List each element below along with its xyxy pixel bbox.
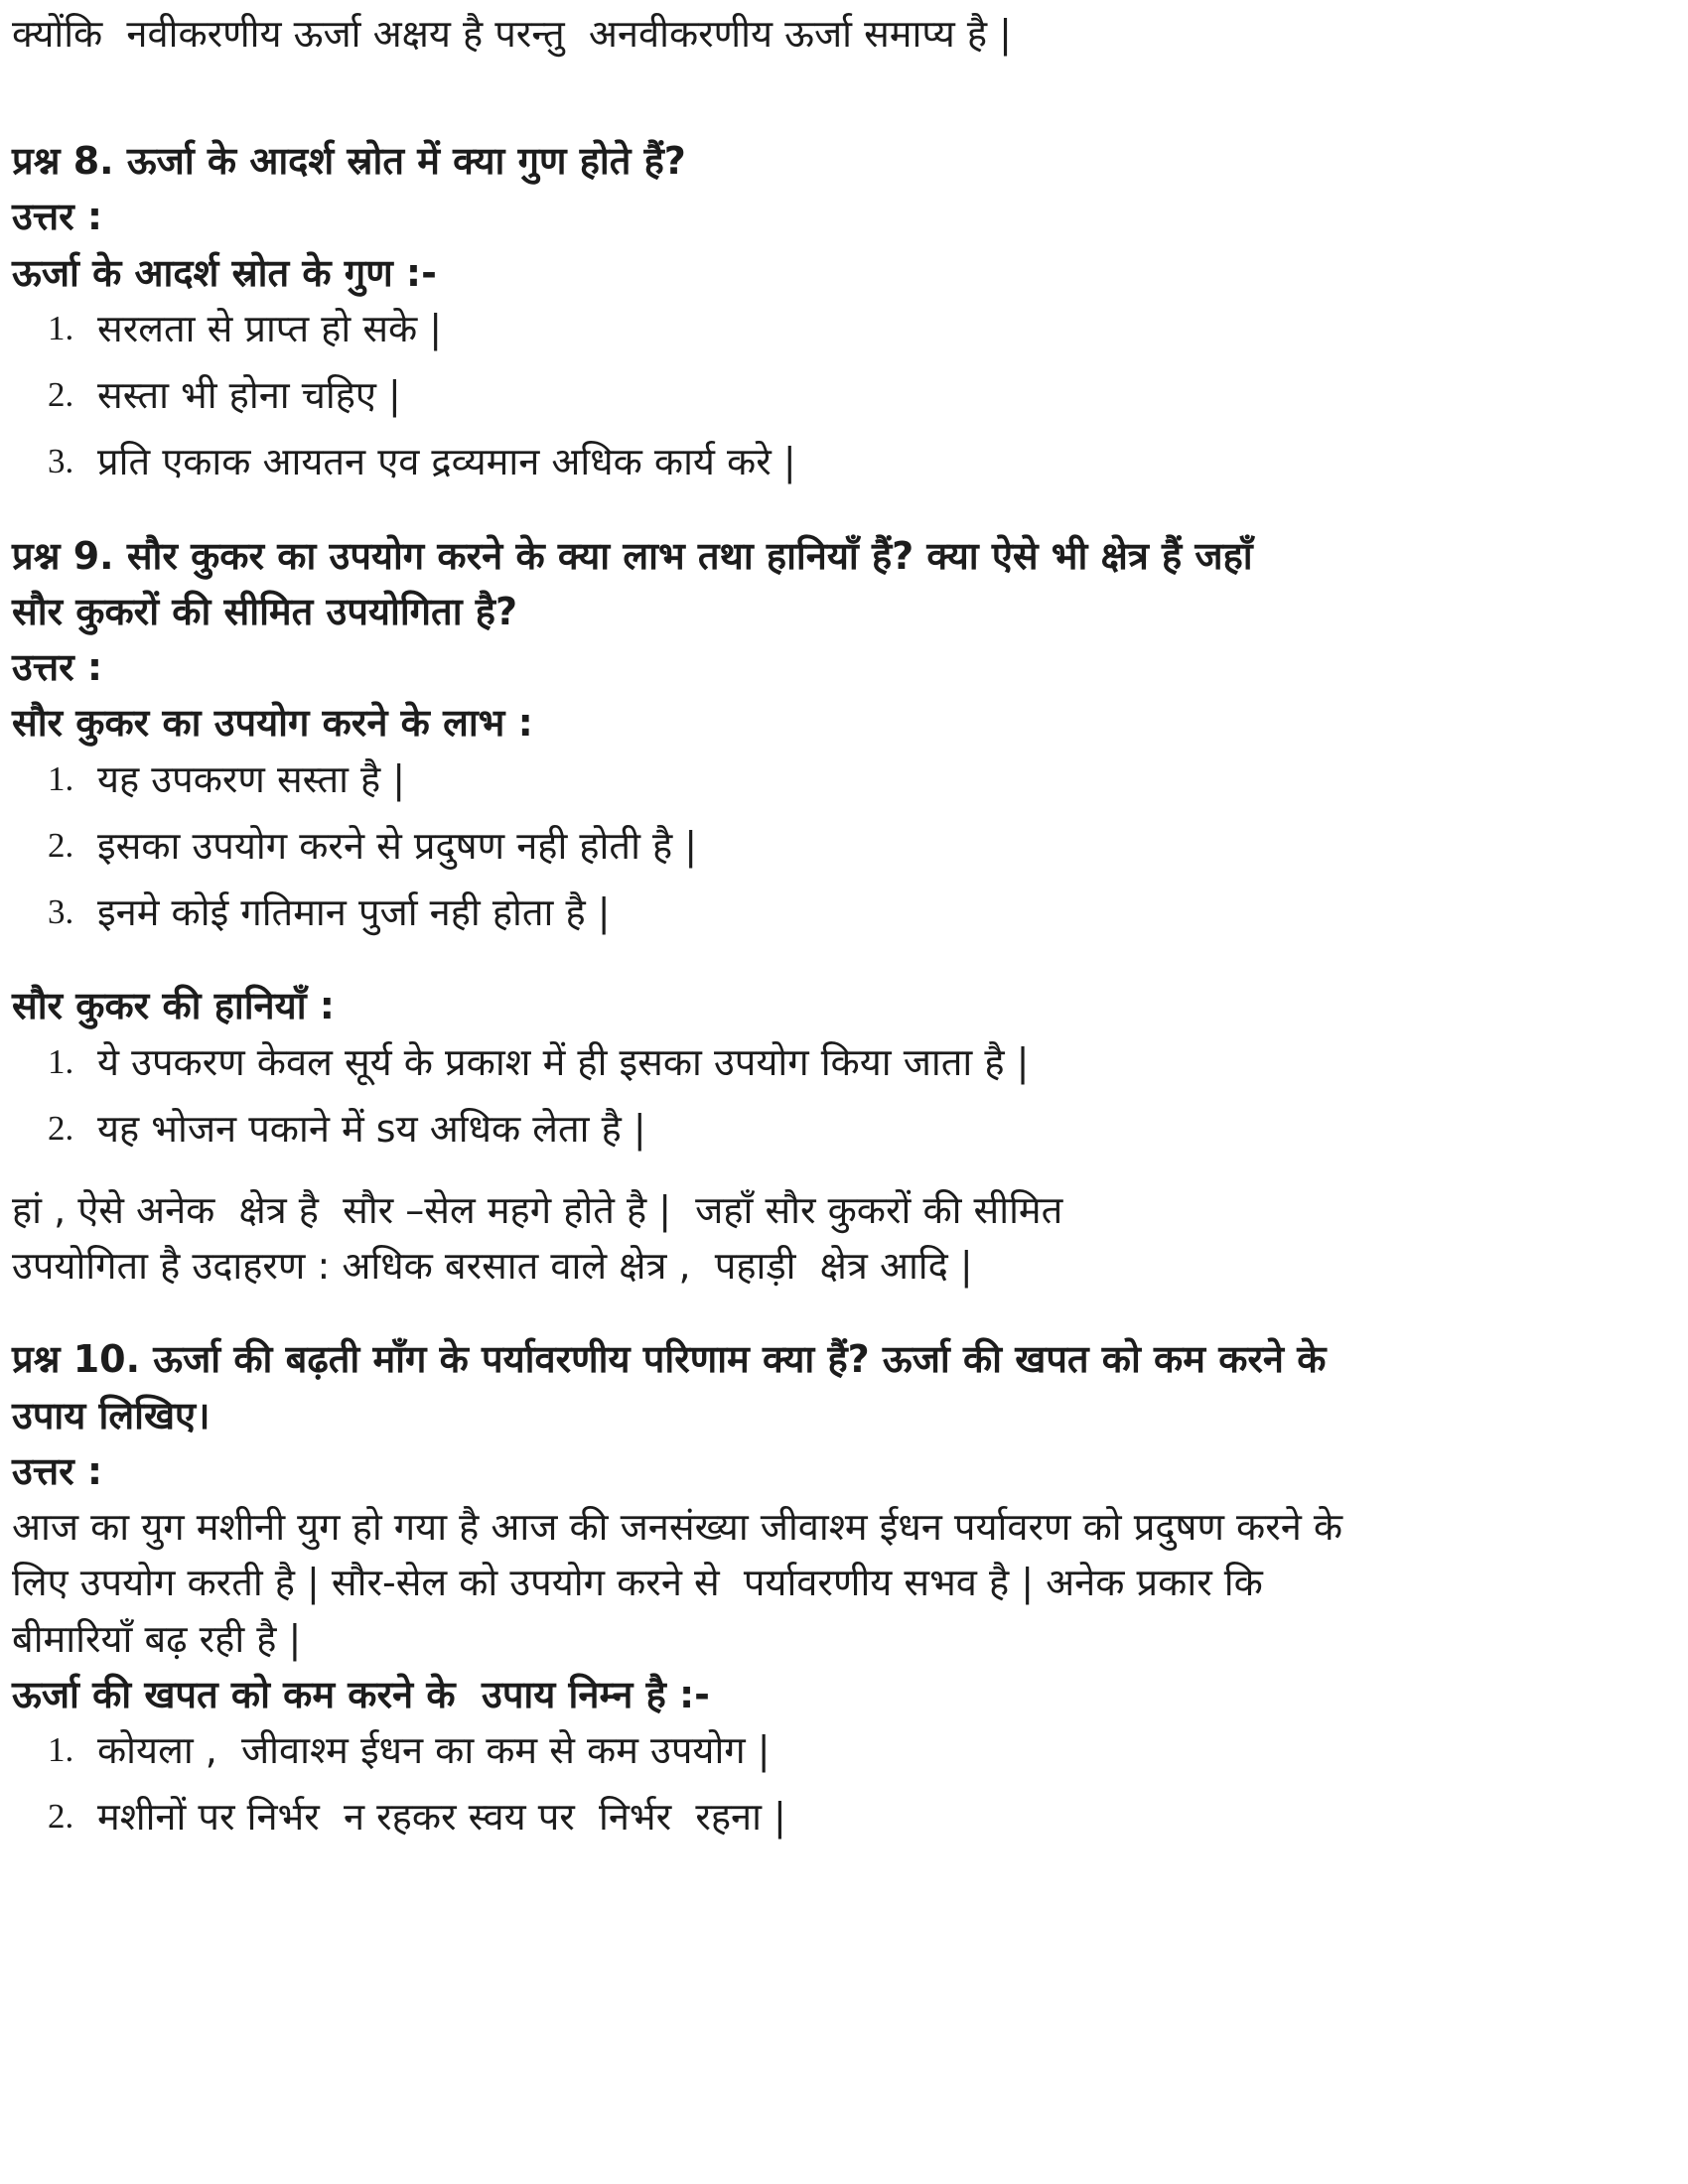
list-item bbox=[48, 367, 1668, 423]
list-text: यह उपकरण सस्ता है | bbox=[97, 756, 406, 801]
question-8-heading: प्रश्न 8. ऊर्जा के आदर्श स्रोत में क्या गुण होते हैं? bbox=[12, 139, 686, 184]
list-marker: 2. bbox=[48, 1108, 74, 1148]
list-marker: 3. bbox=[48, 442, 74, 481]
q9-answer-label: उत्तर : bbox=[12, 645, 103, 690]
list-marker: 3. bbox=[48, 892, 74, 932]
q9-note-paragraph: हां , ऐसे अनेक क्षेत्र है सौर –सेल महगे होते है | जहाँ सौर कुकरों की सीमित उपयोगिता है उदाहरण : अधिक बरसात वाले क्षेत्र , पहाड़ी क्षेत्र आदि | bbox=[12, 1187, 1075, 1289]
list-item bbox=[48, 1034, 1668, 1090]
intro-paragraph: क्योंकि नवीकरणीय ऊर्जा अक्षय है परन्तु अनवीकरणीय ऊर्जा समाप्य है | bbox=[12, 12, 1012, 56]
list-text: इनमे कोई गतिमान पुर्जा नही होता है | bbox=[97, 890, 611, 935]
list-item bbox=[48, 301, 1668, 356]
list-text: सस्ता भी होना चहिए | bbox=[97, 373, 401, 418]
list-item bbox=[48, 818, 1668, 874]
q10-answer-paragraph: आज का युग मशीनी युग हो गया है आज की जनसंख्या जीवाश्म ईधन पर्यावरण को प्रदुषण करने के लिए उपयोग करती है | सौर-सेल को उपयोग करने से पर्यावरणीय सभव है | अनेक प्रकार कि बीमारियाँ बढ़ रही है | bbox=[12, 1505, 1355, 1661]
list-marker: 2. bbox=[48, 375, 74, 415]
list-item bbox=[48, 1101, 1668, 1157]
q9-drawbacks-heading: सौर कुकर की हानियाँ : bbox=[12, 984, 335, 1028]
list-marker: 1. bbox=[48, 1041, 74, 1081]
list-text: मशीनों पर निर्भर न रहकर स्वय पर निर्भर रहना | bbox=[97, 1795, 786, 1840]
list-item bbox=[48, 751, 1668, 807]
list-text: यह भोजन पकाने में sय अधिक लेता है | bbox=[97, 1106, 646, 1151]
q9-drawbacks-list bbox=[12, 1034, 1668, 1157]
q9-benefits-heading: सौर कुकर का उपयोग करने के लाभ : bbox=[12, 701, 533, 746]
list-text: कोयला , जीवाश्म ईधन का कम से कम उपयोग | bbox=[97, 1728, 771, 1773]
q8-points-list bbox=[12, 301, 1668, 490]
q10-measures-heading: ऊर्जा की खपत को कम करने के उपाय निम्न है :- bbox=[12, 1672, 710, 1716]
q10-measures-list bbox=[12, 1722, 1668, 1844]
list-text: ये उपकरण केवल सूर्य के प्रकाश में ही इसका उपयोग किया जाता है | bbox=[97, 1039, 1030, 1084]
list-item bbox=[48, 1722, 1668, 1778]
list-text: सरलता से प्राप्त हो सके | bbox=[97, 306, 443, 350]
q9-benefits-list bbox=[12, 751, 1668, 941]
list-marker: 1. bbox=[48, 1730, 74, 1770]
q8-answer-label: उत्तर : bbox=[12, 195, 103, 239]
q8-subheading: ऊर्जा के आदर्श स्रोत के गुण :- bbox=[12, 250, 437, 295]
question-9-heading: प्रश्न 9. सौर कुकर का उपयोग करने के क्या लाभ तथा हानियाँ हैं? क्या ऐसे भी क्षेत्र हैं जहाँ सौर कुकरों की सीमित उपयोगिता है? bbox=[12, 533, 1266, 633]
list-item bbox=[48, 1789, 1668, 1844]
q10-answer-label: उत्तर : bbox=[12, 1448, 103, 1493]
list-marker: 2. bbox=[48, 825, 74, 865]
list-item bbox=[48, 434, 1668, 489]
list-item bbox=[48, 885, 1668, 940]
list-marker: 1. bbox=[48, 308, 74, 347]
question-10-heading: प्रश्न 10. ऊर्जा की बढ़ती माँग के पर्यावरणीय परिणाम क्या हैं? ऊर्जा की खपत को कम करने के उपाय लिखिए। bbox=[12, 1337, 1352, 1437]
list-marker: 2. bbox=[48, 1797, 74, 1837]
list-marker: 1. bbox=[48, 758, 74, 798]
list-text: प्रति एकाक आयतन एव द्रव्यमान अधिक कार्य करे | bbox=[97, 440, 796, 484]
list-text: इसका उपयोग करने से प्रदुषण नही होती है | bbox=[97, 823, 698, 868]
